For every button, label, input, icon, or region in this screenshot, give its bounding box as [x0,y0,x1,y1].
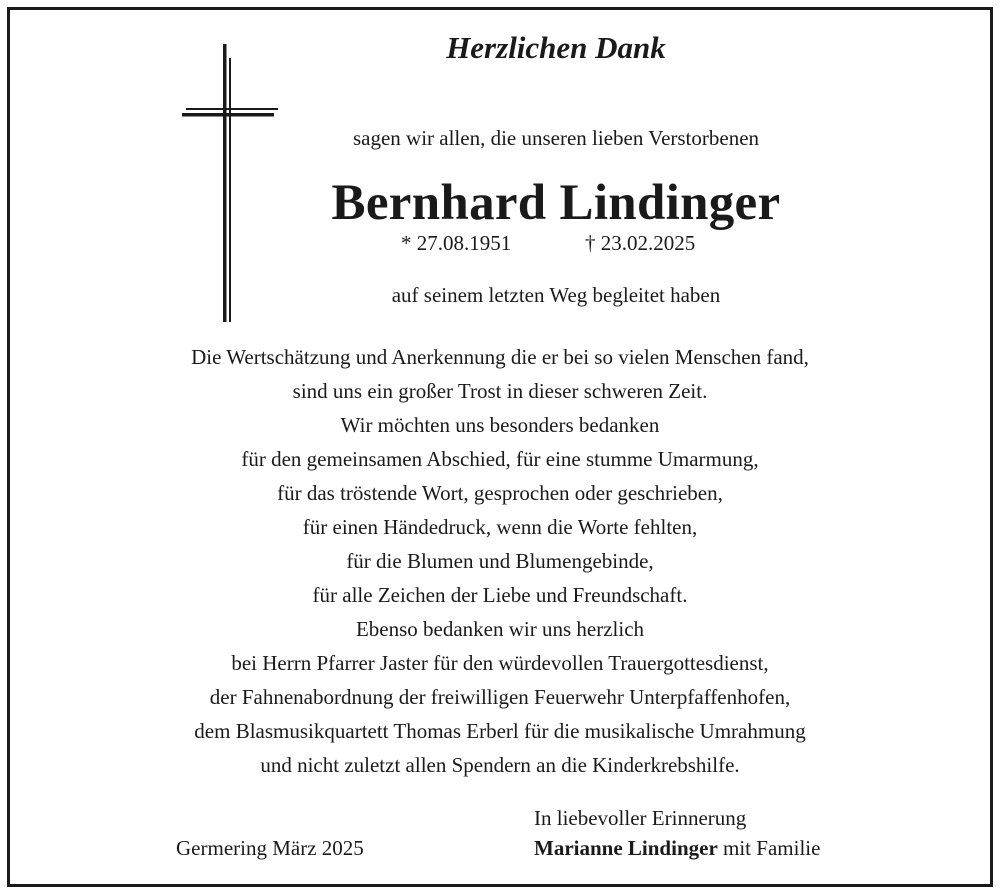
intro-text: sagen wir allen, die unseren lieben Verstorbenen [352,126,760,150]
signature-line-2 [534,833,820,863]
body-line: und nicht zuletzt allen Spendern an die Kinderkrebshilfe. [260,753,740,777]
body-line: Die Wertschätzung und Anerkennung die er bei so vielen Menschen fand, [191,345,809,369]
signature-line-1: In liebevoller Erinnerung [534,806,747,830]
signature-suffix: mit Familie [717,836,821,860]
body-line: für alle Zeichen der Liebe und Freundschaft. [312,583,688,607]
death-date: † 23.02.2025 [585,231,696,255]
body-line: Ebenso bedanken wir uns herzlich [355,617,645,641]
signature-block [534,803,820,863]
deceased-name: Bernhard Lindinger [331,175,781,231]
body-line: Wir möchten uns besonders bedanken [340,413,660,437]
outro-text: auf seinem letzten Weg begleitet haben [391,283,721,307]
thanks-body [0,340,1000,782]
body-line: dem Blasmusikquartett Thomas Erberl für die musikalische Umrahmung [194,719,806,743]
body-line: für das tröstende Wort, gesprochen oder geschrieben, [277,481,723,505]
body-line: bei Herrn Pfarrer Jaster für den würdevollen Trauergottesdienst, [231,651,769,675]
signature-name: Marianne Lindinger [534,836,718,860]
notice-heading: Herzlichen Dank [446,30,666,65]
place-and-date: Germering März 2025 [176,836,364,860]
body-line: der Fahnenabordnung der freiwilligen Feuerwehr Unterpfaffenhofen, [209,685,791,709]
body-line: für einen Händedruck, wenn die Worte fehlten, [302,515,698,539]
body-line: für den gemeinsamen Abschied, für eine stumme Umarmung, [241,447,759,471]
body-line: sind uns ein großer Trost in dieser schweren Zeit. [292,379,708,403]
birth-date: * 27.08.1951 [401,231,512,255]
body-line: für die Blumen und Blumengebinde, [346,549,654,573]
